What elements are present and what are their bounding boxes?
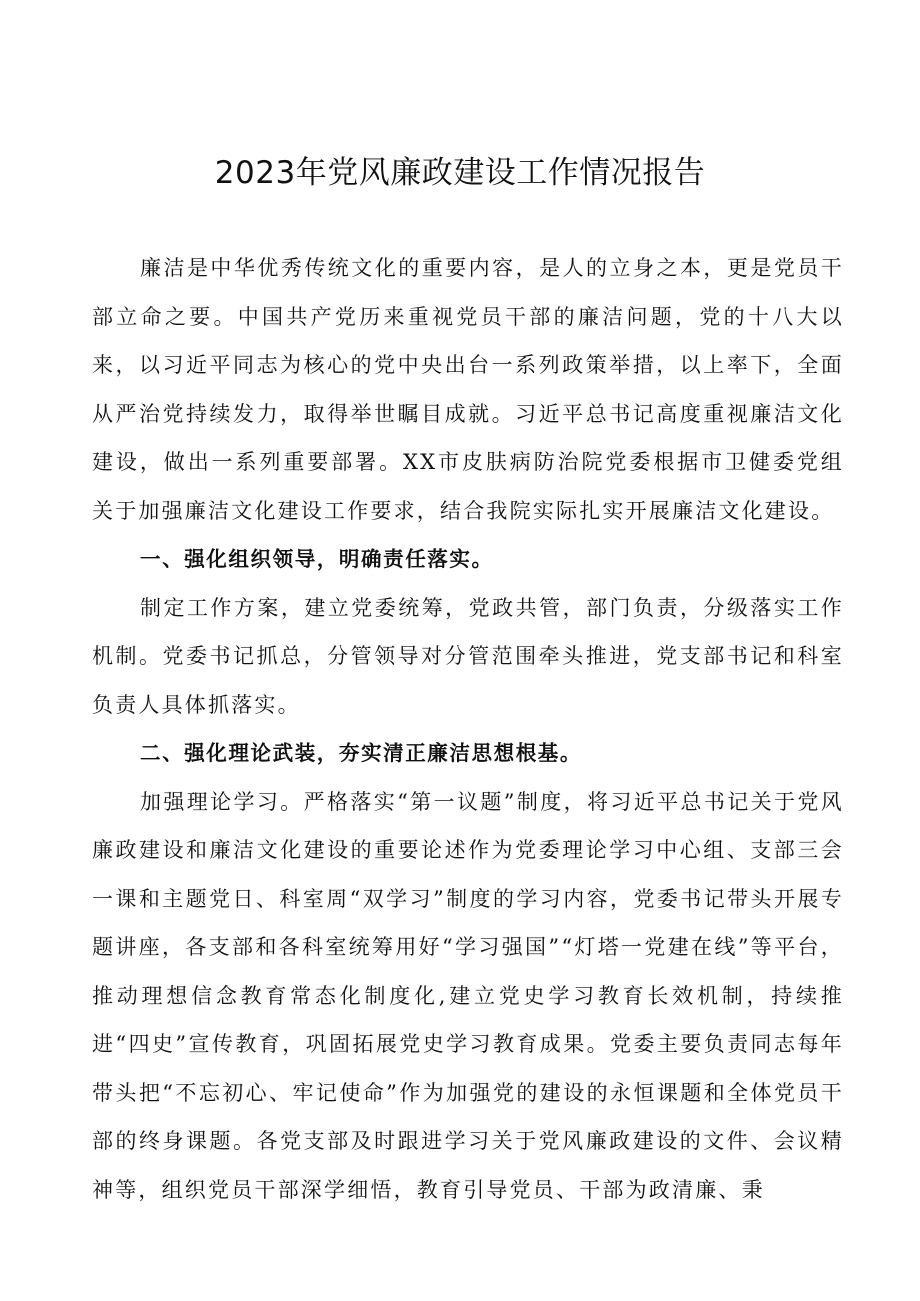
section-2-paragraph: 加强理论学习。严格落实“第一议题”制度，将习近平总书记关于党风廉政建设和廉洁文化建设的重要论述作为党委理论学习中心组、支部三会一课和主题党日、科室周“双学习”制度的学习内容，党委书记带头开展专题讲座，各支部和各科室统筹用好“学习强国”“灯塔一党建在线”等平台，推动理想信念教育常态化制度化,建立党史学习教育长效机制，持续推进“四史”宣传教育，巩固拓展党史学习教育成果。党委主要负责同志每年带头把“不忘初心、牢记使命”作为加强党的建设的永恒课题和全体党员干部的终身课题。各党支部及时跟进学习关于党风廉政建设的文件、会议精神等，组织党员干部深学细悟，教育引导党员、干部为政清廉、秉 bbox=[92, 789, 844, 1202]
section-2-heading: 二、强化理论武装，夯实清正廉洁思想根基。 bbox=[140, 741, 582, 765]
intro-paragraph: 廉洁是中华优秀传统文化的重要内容，是人的立身之本，更是党员干部立命之要。中国共产党历来重视党员干部的廉洁问题，党的十八大以来，以习近平同志为核心的党中央出台一系列政策举措，以上率下，全面从严治党持续发力，取得举世瞩目成就。习近平总书记高度重视廉洁文化建设，做出一系列重要部署。XX市皮肤病防治院党委根据市卫健委党组关于加强廉洁文化建设工作要求，结合我院实际扎实开展廉洁文化建设。 bbox=[92, 256, 844, 523]
document-title: 2023年党风廉政建设工作情况报告 bbox=[214, 155, 706, 191]
document-body bbox=[92, 244, 844, 1214]
section-1-heading: 一、强化组织领导，明确责任落实。 bbox=[140, 547, 494, 571]
section-1-paragraph: 制定工作方案，建立党委统筹，党政共管，部门负责，分级落实工作机制。党委书记抓总，分管领导对分管范围牵头推进，党支部书记和科室负责人具体抓落实。 bbox=[92, 595, 844, 717]
